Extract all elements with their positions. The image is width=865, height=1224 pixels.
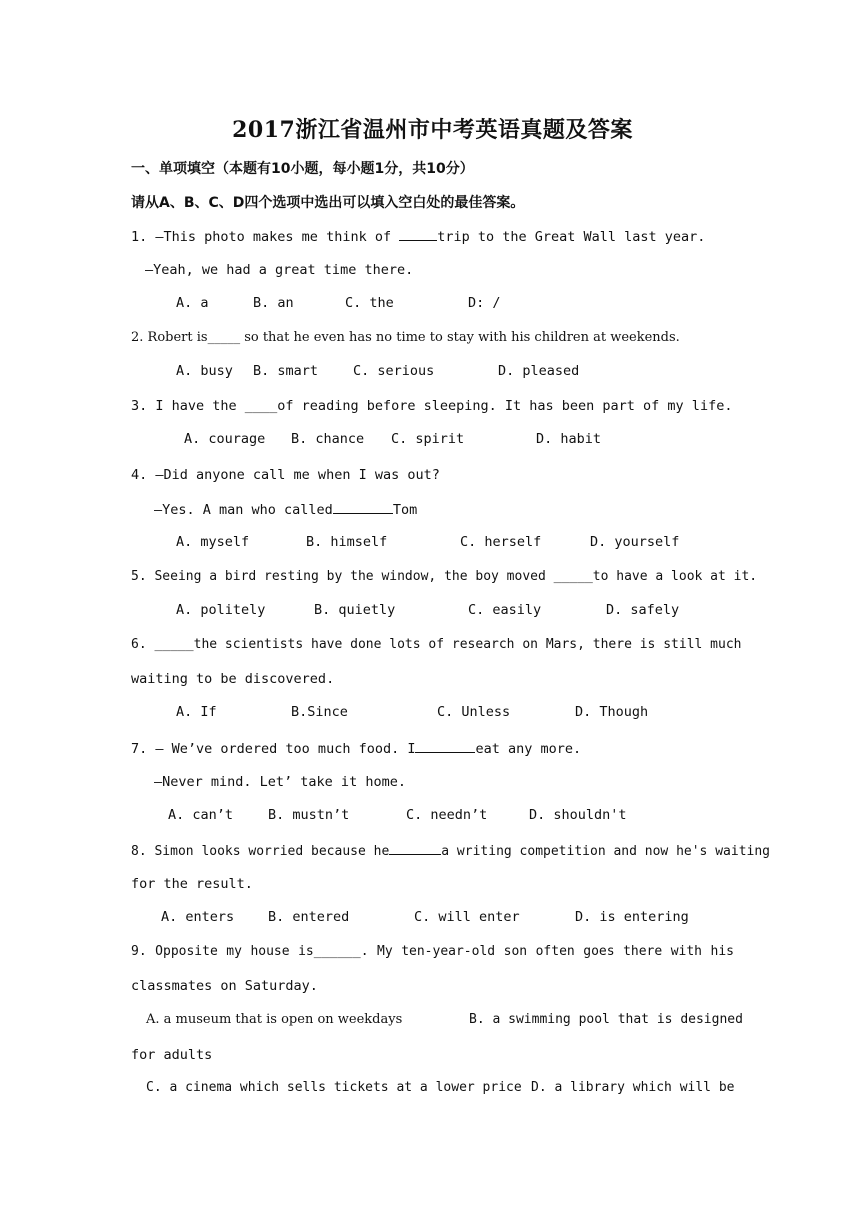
option-9c: C. a cinema which sells tickets at a lower price (146, 1080, 522, 1095)
question-5: 5. Seeing a bird resting by the window, the boy moved _____to have a look at it. (131, 569, 758, 584)
option-5c: C. easily (468, 602, 542, 618)
option-1d: D: / (468, 295, 501, 311)
question-7: 7. — We’ve ordered too much food. I eat any more. (131, 741, 582, 757)
question-6-cont: waiting to be discovered. (131, 671, 335, 687)
section-instruction: 请从A、B、C、D四个选项中选出可以填入空白处的最佳答案。 (131, 195, 525, 211)
option-2b: B. smart (253, 363, 319, 379)
option-9a: A. a museum that is open on weekdays (146, 1012, 403, 1027)
option-8b: B. entered (268, 909, 350, 925)
option-8a: A. enters (161, 909, 235, 925)
option-5b: B. quietly (314, 602, 396, 618)
option-4c: C. herself (460, 534, 542, 550)
option-9b: B. a swimming pool that is designed (469, 1012, 743, 1027)
option-1c: C. the (345, 295, 394, 311)
option-7b: B. mustn’t (268, 807, 350, 823)
option-6d: D. Though (575, 704, 649, 720)
option-3c: C. spirit (391, 431, 465, 447)
option-9d: D. a library which will be (531, 1080, 735, 1095)
option-2a: A. busy (176, 363, 233, 379)
option-4b: B. himself (306, 534, 388, 550)
question-8: 8. Simon looks worried because he a writing competition and now he's waiting (131, 841, 734, 861)
question-7-reply: —Never mind. Let’ take it home. (154, 774, 406, 790)
option-4d: D. yourself (590, 534, 680, 550)
question-6: 6. _____the scientists have done lots of research on Mars, there is still much (131, 637, 742, 652)
question-4-reply: —Yes. A man who called Tom (154, 502, 418, 518)
answer-blank (399, 227, 437, 241)
option-2d: D. pleased (498, 363, 580, 379)
question-2: 2. Robert is_____ so that he even has no time to stay with his children at weekends. (131, 330, 680, 345)
option-3b: B. chance (291, 431, 365, 447)
answer-blank (333, 500, 393, 514)
section-heading: 一、单项填空（本题有10小题，每小题1分，共10分） (131, 161, 474, 177)
option-7a: A. can’t (168, 807, 234, 823)
option-9b-cont: for adults (131, 1047, 213, 1063)
option-1b: B. an (253, 295, 294, 311)
page-title: 2017浙江省温州市中考英语真题及答案 (232, 117, 633, 143)
option-2c: C. serious (353, 363, 435, 379)
option-3d: D. habit (536, 431, 602, 447)
option-5a: A. politely (176, 602, 266, 618)
option-8d: D. is entering (575, 909, 689, 925)
option-7d: D. shouldn't (529, 807, 627, 823)
answer-blank (415, 739, 475, 753)
question-1-reply: —Yeah, we had a great time there. (145, 262, 414, 278)
option-4a: A. myself (176, 534, 250, 550)
question-9: 9. Opposite my house is______. My ten-year-old son often goes there with his (131, 944, 734, 959)
option-7c: C. needn’t (406, 807, 488, 823)
option-3a: A. courage (184, 431, 266, 447)
question-1: 1. —This photo makes me think of trip to the Great Wall last year. (131, 229, 706, 245)
question-3: 3. I have the ____of reading before sleeping. It has been part of my life. (131, 398, 733, 414)
option-6b: B.Since (291, 704, 348, 720)
option-5d: D. safely (606, 602, 680, 618)
option-6c: C. Unless (437, 704, 511, 720)
question-9-cont: classmates on Saturday. (131, 978, 318, 994)
option-6a: A. If (176, 704, 217, 720)
answer-blank (389, 841, 441, 855)
option-8c: C. will enter (414, 909, 520, 925)
option-1a: A. a (176, 295, 209, 311)
question-4: 4. —Did anyone call me when I was out? (131, 467, 440, 483)
question-8-cont: for the result. (131, 876, 253, 892)
